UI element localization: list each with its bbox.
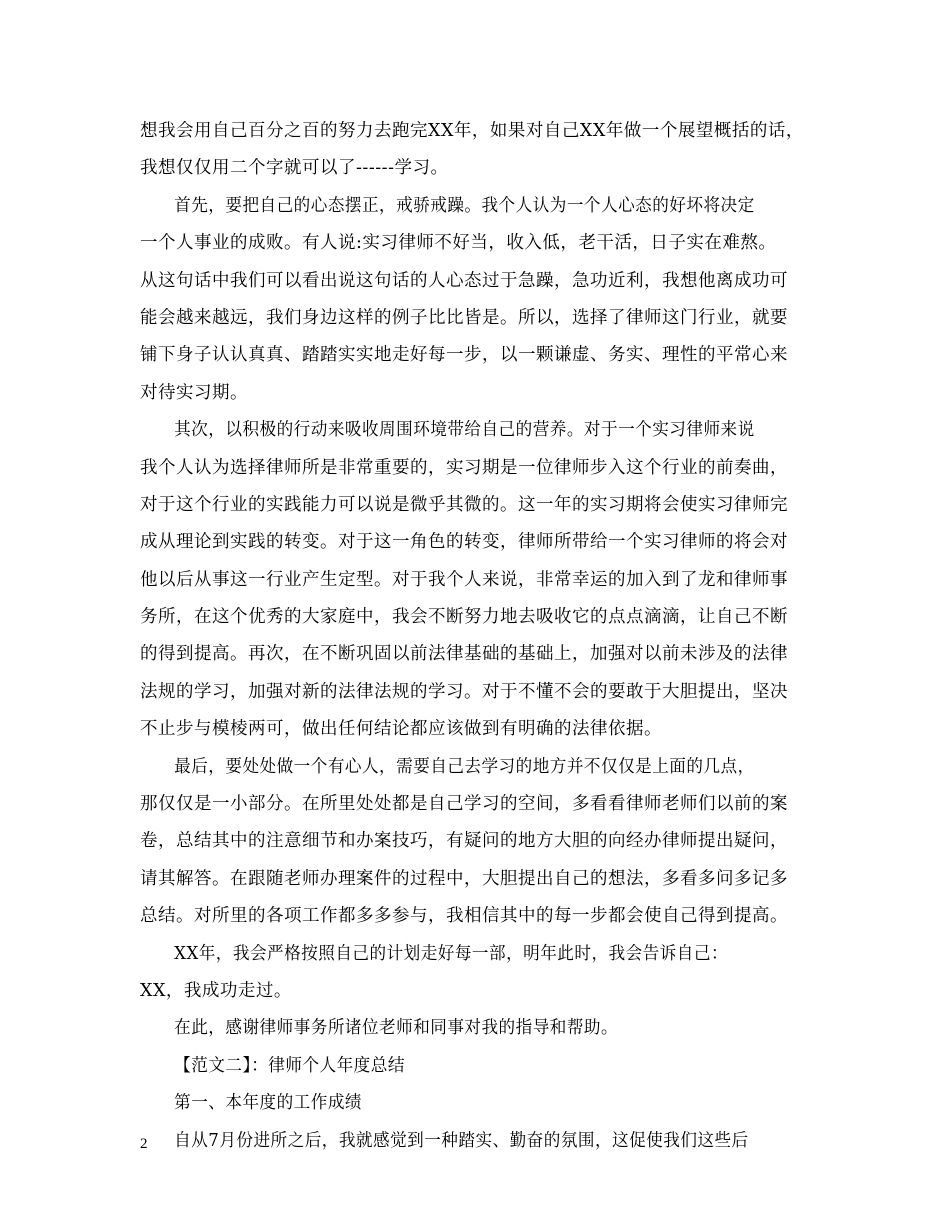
text-line: 成从理论到实践的转变。对于这一角色的转变，律师所带给一个实习律师的将会对	[140, 532, 788, 553]
text-line: 铺下身子认认真真、踏踏实实地走好每一步，以一颗谦虚、务实、理性的平常心来	[140, 345, 788, 366]
text-line: 一个人事业的成败。有人说:实习律师不好当，收入低，老干活，日子实在难熬。	[140, 233, 777, 254]
text-line: 法规的学习，加强对新的法律法规的学习。对于不懂不会的要敢于大胆提出，坚决	[140, 681, 788, 702]
text-line: 对待实习期。	[140, 382, 248, 403]
text-line: XX，我成功走过。	[140, 980, 292, 1001]
text-line: 其次，以积极的行动来吸收周围环境带给自己的营养。对于一个实习律师来说	[174, 420, 755, 441]
text-line: 不止步与模棱两可，做出任何结论都应该做到有明确的法律依据。	[140, 719, 662, 740]
text-line: 首先，要把自己的心态摆正，戒骄戒躁。我个人认为一个人心态的好坏将决定	[174, 195, 755, 216]
page-number: 2	[140, 1136, 148, 1152]
text-line: 对于这个行业的实践能力可以说是微乎其微的。这一年的实习期将会使实习律师完	[140, 494, 788, 515]
text-line: 能会越来越远，我们身边这样的例子比比皆是。所以，选择了律师这门行业，就要	[140, 307, 788, 328]
text-line: 务所，在这个优秀的大家庭中，我会不断努力地去吸收它的点点滴滴，让自己不断	[140, 607, 788, 628]
text-line: 自从7月份进所之后，我就感觉到一种踏实、勤奋的氛围，这促使我们这些后	[174, 1130, 749, 1151]
text-line: 在此，感谢律师事务所诸位老师和同事对我的指导和帮助。	[174, 1018, 619, 1039]
text-line: 总结。对所里的各项工作都多多参与，我相信其中的每一步都会使自己得到提高。	[140, 906, 788, 927]
text-line: 我想仅仅用二个字就可以了------学习。	[140, 158, 449, 179]
text-line: 从这句话中我们可以看出说这句话的人心态过于急躁，急功近利，我想他离成功可	[140, 270, 788, 291]
text-line: 【范文二】：律师个人年度总结	[174, 1055, 405, 1076]
text-line: 请其解答。在跟随老师办理案件的过程中，大胆提出自己的想法，多看多问多记多	[140, 868, 788, 889]
text-line: 第一、本年度的工作成绩	[174, 1093, 362, 1114]
text-line: XX年，我会严格按照自己的计划走好每一部，明年此时，我会告诉自己：	[174, 943, 729, 964]
text-line: 那仅仅是一小部分。在所里处处都是自己学习的空间，多看看律师老师们以前的案	[140, 794, 788, 815]
text-line: 卷，总结其中的注意细节和办案技巧，有疑问的地方大胆的向经办律师提出疑问，	[140, 831, 788, 852]
document-body	[140, 113, 840, 1160]
text-line: 想我会用自己百分之百的努力去跑完XX年，如果对自己XX年做一个展望概括的话，	[140, 121, 804, 141]
text-line: 我个人认为选择律师所是非常重要的，实习期是一位律师步入这个行业的前奏曲，	[140, 457, 788, 478]
text-line: 最后，要处处做一个有心人，需要自己去学习的地方并不仅仅是上面的几点，	[174, 756, 755, 777]
text-line: 他以后从事这一行业产生定型。对于我个人来说，非常幸运的加入到了龙和律师事	[140, 569, 788, 590]
text-line: 的得到提高。再次，在不断巩固以前法律基础的基础上，加强对以前未涉及的法律	[140, 644, 788, 665]
